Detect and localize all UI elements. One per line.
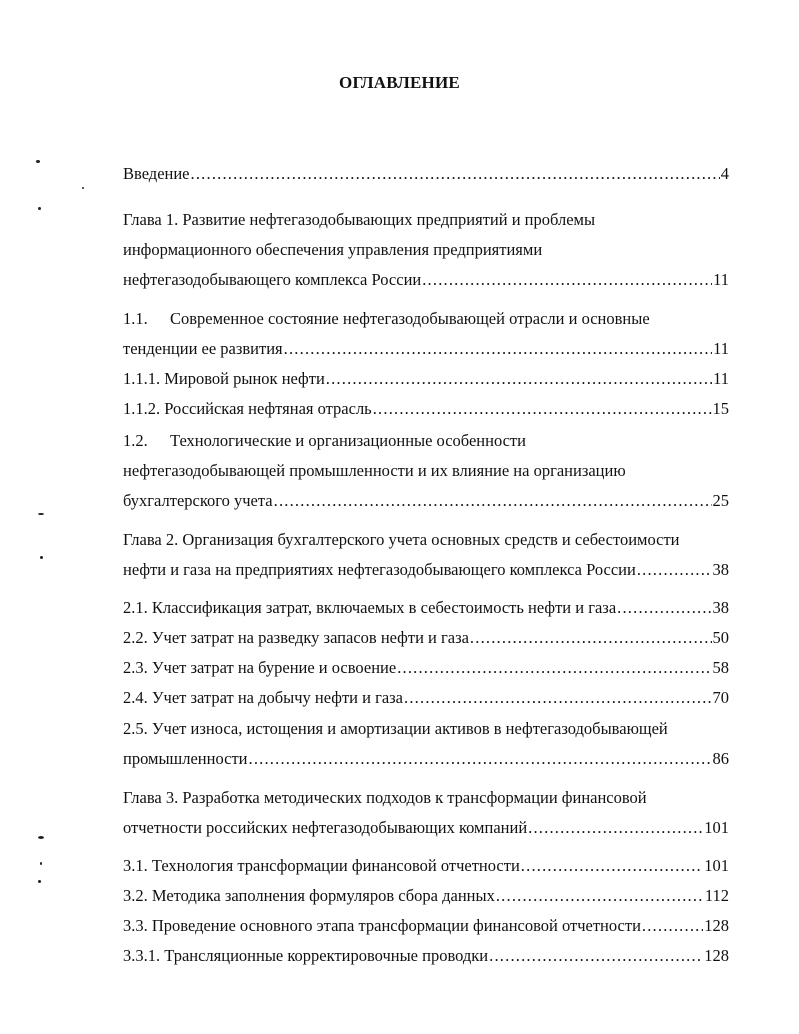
toc-section-2-5-line-1: 2.5. Учет износа, истощения и амортизации активов в нефтегазодобывающей — [123, 719, 668, 738]
toc-section-3-3 — [123, 916, 729, 936]
toc-entry-label: Введение — [123, 164, 190, 183]
toc-section-2-4 — [123, 688, 729, 708]
toc-section-1-2-line-3 — [123, 491, 729, 511]
toc-entry-label: нефтегазодобывающего комплекса России — [123, 270, 422, 289]
toc-entry-page: 11 — [713, 369, 729, 388]
scan-speck — [38, 880, 41, 883]
toc-entry-label: промышленности — [123, 749, 248, 768]
toc-chapter-2-line-1: Глава 2. Организация бухгалтерского учета основных средств и себестоимости — [123, 530, 680, 549]
toc-section-3-1 — [123, 856, 729, 876]
dot-leader — [397, 658, 711, 678]
toc-entry-label: Современное состояние нефтегазодобывающей отрасли и основные — [170, 309, 650, 328]
scan-speck — [40, 556, 43, 559]
scan-speck — [40, 862, 42, 865]
dot-leader — [496, 886, 704, 906]
toc-entry-page: 58 — [712, 658, 729, 677]
toc-entry-label: Технологические и организационные особенности — [170, 431, 526, 450]
toc-entry-page: 11 — [713, 339, 729, 358]
toc-entry-label: 2.2. Учет затрат на разведку запасов нефти и газа — [123, 628, 469, 647]
toc-entry-page: 128 — [704, 946, 729, 965]
page-title: ОГЛАВЛЕНИЕ — [339, 73, 460, 92]
toc-entry-label: 2.3. Учет затрат на бурение и освоение — [123, 658, 397, 677]
toc-entry-label: 3.3.1. Трансляционные корректировочные проводки — [123, 946, 489, 965]
toc-section-3-2 — [123, 886, 729, 906]
toc-chapter-2-line-2 — [123, 560, 729, 580]
scan-speck — [82, 187, 84, 189]
dot-leader — [642, 916, 703, 936]
scan-speck — [38, 513, 44, 515]
toc-section-number: 1.1. — [123, 309, 148, 328]
dot-leader — [470, 628, 712, 648]
toc-chapter-3-line-2 — [123, 818, 729, 838]
toc-section-1-1-1 — [123, 369, 729, 389]
toc-entry-page: 38 — [712, 598, 729, 617]
dot-leader — [521, 856, 703, 876]
toc-chapter-1-line-2: информационного обеспечения управления предприятиями — [123, 240, 543, 259]
dot-leader — [422, 270, 712, 290]
toc-section-2-3 — [123, 658, 729, 678]
toc-entry-label: 3.1. Технология трансформации финансовой отчетности — [123, 856, 520, 875]
toc-section-2-5-line-2 — [123, 749, 729, 769]
toc-entry-page: 11 — [713, 270, 729, 289]
toc-entry-page: 101 — [704, 818, 729, 837]
toc-section-2-2 — [123, 628, 729, 648]
toc-entry-page: 15 — [712, 399, 729, 418]
toc-section-1-1-2 — [123, 399, 729, 419]
dot-leader — [637, 560, 712, 580]
toc-entry-label: 1.1.2. Российская нефтяная отрасль — [123, 399, 372, 418]
toc-entry-page: 4 — [720, 164, 729, 183]
toc-section-3-3-1 — [123, 946, 729, 966]
toc-entry-page: 101 — [704, 856, 729, 875]
toc-chapter-1-line-1: Глава 1. Развитие нефтегазодобывающих предприятий и проблемы — [123, 210, 596, 229]
toc-section-1-1-line-2 — [123, 339, 729, 359]
toc-entry-page: 128 — [704, 916, 729, 935]
toc-entry-page: 70 — [712, 688, 729, 707]
toc-section-1-1-line-1 — [123, 309, 729, 329]
toc-entry-label: 2.1. Классификация затрат, включаемых в себестоимость нефти и газа — [123, 598, 617, 617]
toc-entry-page: 50 — [712, 628, 729, 647]
toc-entry-label: нефти и газа на предприятиях нефтегазодобывающего комплекса России — [123, 560, 636, 579]
toc-section-1-2-line-2: нефтегазодобывающей промышленности и их влияние на организацию — [123, 461, 626, 480]
toc-chapter-1-line-3 — [123, 270, 729, 290]
scan-speck — [36, 160, 40, 163]
toc-entry-label: 3.3. Проведение основного этапа трансформации финансовой отчетности — [123, 916, 641, 935]
toc-entry-label: отчетности российских нефтегазодобывающих компаний — [123, 818, 528, 837]
toc-entry-label: бухгалтерского учета — [123, 491, 273, 510]
dot-leader — [274, 491, 712, 511]
dot-leader — [617, 598, 711, 618]
toc-section-number: 1.2. — [123, 431, 148, 450]
toc-entry-page: 38 — [712, 560, 729, 579]
dot-leader — [191, 164, 720, 184]
toc-section-2-1 — [123, 598, 729, 618]
toc-entry-label: тенденции ее развития — [123, 339, 283, 358]
dot-leader — [249, 749, 712, 769]
dot-leader — [528, 818, 703, 838]
toc-entry-page: 86 — [712, 749, 729, 768]
toc-chapter-3-line-1: Глава 3. Разработка методических подходов к трансформации финансовой — [123, 788, 647, 807]
toc-entry-label: 1.1.1. Мировой рынок нефти — [123, 369, 325, 388]
toc-entry-page: 25 — [712, 491, 729, 510]
toc-entry-label: 3.2. Методика заполнения формуляров сбора данных — [123, 886, 495, 905]
dot-leader — [489, 946, 703, 966]
toc-section-1-2-line-1 — [123, 431, 729, 451]
dot-leader — [404, 688, 711, 708]
toc-entry-intro — [123, 164, 729, 184]
dot-leader — [373, 399, 712, 419]
toc-entry-label: 2.4. Учет затрат на добычу нефти и газа — [123, 688, 404, 707]
scan-speck — [38, 836, 44, 839]
toc-entry-page: 112 — [704, 886, 729, 905]
dot-leader — [284, 339, 712, 359]
scan-speck — [38, 207, 41, 210]
dot-leader — [326, 369, 712, 389]
